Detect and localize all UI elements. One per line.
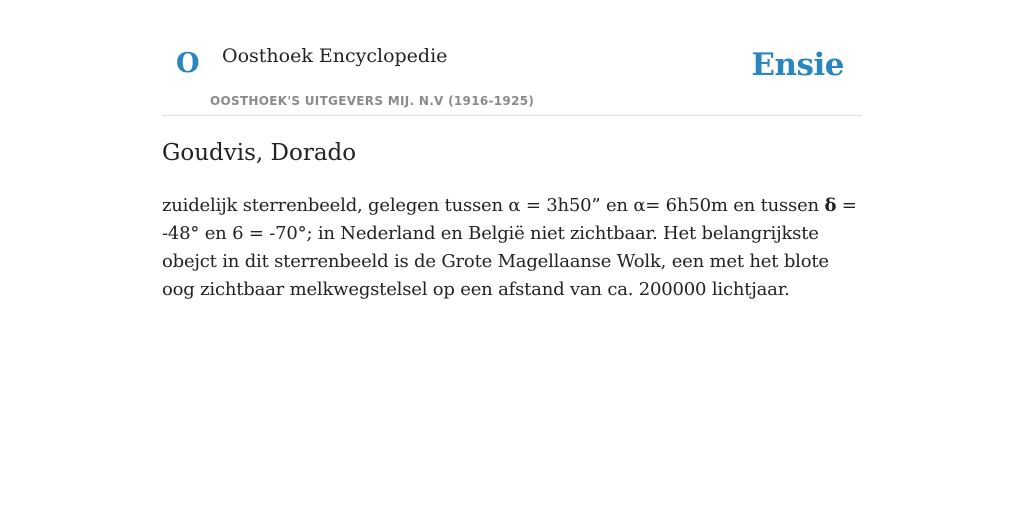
page (162, 0, 862, 300)
entry-body-text-part2: = -48° en 6 = -70°; in Nederland en België niet zichtbaar. Het belangrijkste obejct in dit sterrenbeeld is de Grote Magellaanse Wolk, een met het blote oog zichtbaar melkwegstelsel op een afstand van ca. 200000 lichtjaar. (162, 195, 857, 300)
ensie-logo-link[interactable]: Ensie (751, 47, 844, 83)
entry-header (162, 0, 862, 116)
entry-body (162, 192, 862, 304)
source-title[interactable]: Oosthoek Encyclopedie (222, 45, 448, 67)
source-logo[interactable]: O (176, 48, 200, 79)
source-publisher: OOSTHOEK'S UITGEVERS MIJ. N.V (1916-1925) (210, 94, 535, 108)
entry-title: Goudvis, Dorado (162, 140, 357, 166)
entry-body-text-part1: zuidelijk sterrenbeeld, gelegen tussen α = 3h50” en α= 6h50m en tussen (162, 195, 825, 216)
entry-body-delta-symbol: δ (824, 195, 837, 216)
